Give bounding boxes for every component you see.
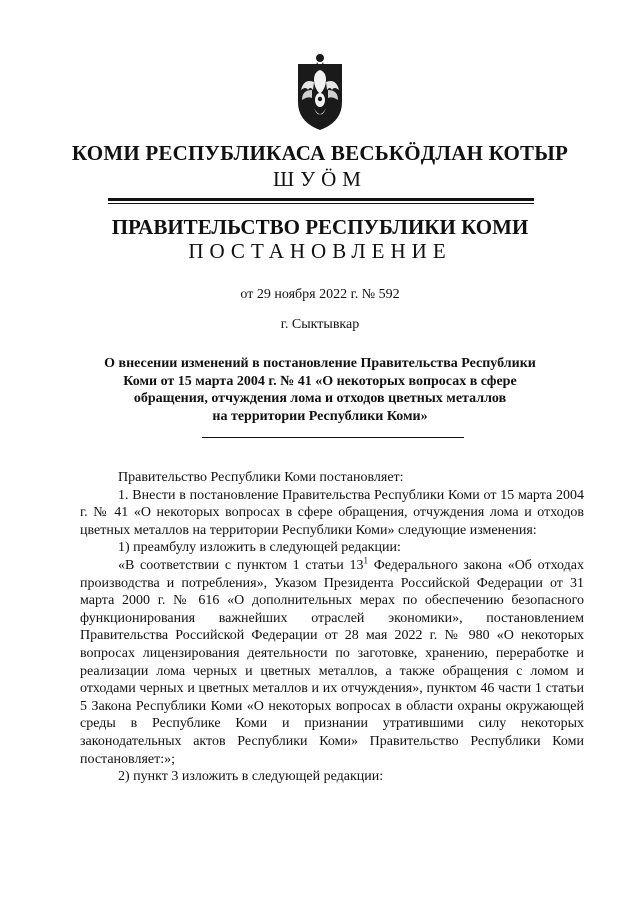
preamble-text-start: «В соответствии с пунктом 1 статьи 13 <box>118 557 364 573</box>
document-title-line: Коми от 15 марта 2004 г. № 41 «О некоторых вопросах в сфере <box>123 373 517 389</box>
article-superscript: 1 <box>363 555 368 566</box>
body-paragraph-intro: Правительство Республики Коми постановляет: <box>118 470 404 485</box>
preamble-text-rest: Федерального закона «Об отходах производства и потребления», Указом Президента Российской Федерации от 31 марта 2000 г. № 616 «О дополнительных мерах по обеспечению безопасного функционирования важнейших отраслей экономики», постановлением Правительства Российской Федерации от 28 мая 2022 г. № 980 «О некоторых вопросах лицензирования деятельности по заготовке, хранению, переработке и реализации лома черных и цветных металлов, а также обращения с ломом и отходами черных и цветных металлов и их отчуждения», пунктом 46 части 1 статьи 5 Закона Республики Коми «О некоторых вопросах в области охраны окружающей среды в Республике Коми и признании утратившими силу некоторых законодательных актов Республики Коми» Правительство Республики Коми постановляет:»; <box>80 557 584 767</box>
government-name: ПРАВИТЕЛЬСТВО РЕСПУБЛИКИ КОМИ <box>111 215 529 239</box>
body-paragraph-subitem-1: 1) преамбулу изложить в следующей редакции: <box>118 540 401 556</box>
body-paragraph-subitem-2: 2) пункт 3 изложить в следующей редакции: <box>118 769 384 785</box>
document-title-line: обращения, отчуждения лома и отходов цветных металлов <box>133 391 507 406</box>
header-komi-doctype: ШУÖМ <box>273 167 367 191</box>
document-title-line: О внесении изменений в постановление Правительства Республики <box>104 356 536 371</box>
title-underline <box>202 437 464 438</box>
document-date-number: от 29 ноября 2022 г. № 592 <box>240 287 400 302</box>
document-title <box>60 355 580 425</box>
body-paragraph-item-1: 1. Внести в постановление Правительства Республики Коми от 15 марта 2004 г. № 41 «О некоторых вопросах в сфере обращения, отчуждения лома и отходов цветных металлов на территории Республики Коми» следующие изменения: <box>80 487 584 538</box>
coat-of-arms-icon <box>294 50 346 132</box>
header-divider-thick <box>108 198 534 201</box>
body-paragraph-preamble <box>80 557 584 768</box>
document-body <box>80 469 584 786</box>
header-divider-thin <box>108 203 534 204</box>
document-city: г. Сыктывкар <box>280 317 360 332</box>
document-type: ПОСТАНОВЛЕНИЕ <box>188 239 452 263</box>
document-title-line: на территории Республики Коми» <box>212 408 428 424</box>
header-komi-title: КОМИ РЕСПУБЛИКАСА ВЕСЬКӦДЛАН КОТЫР <box>71 141 569 165</box>
